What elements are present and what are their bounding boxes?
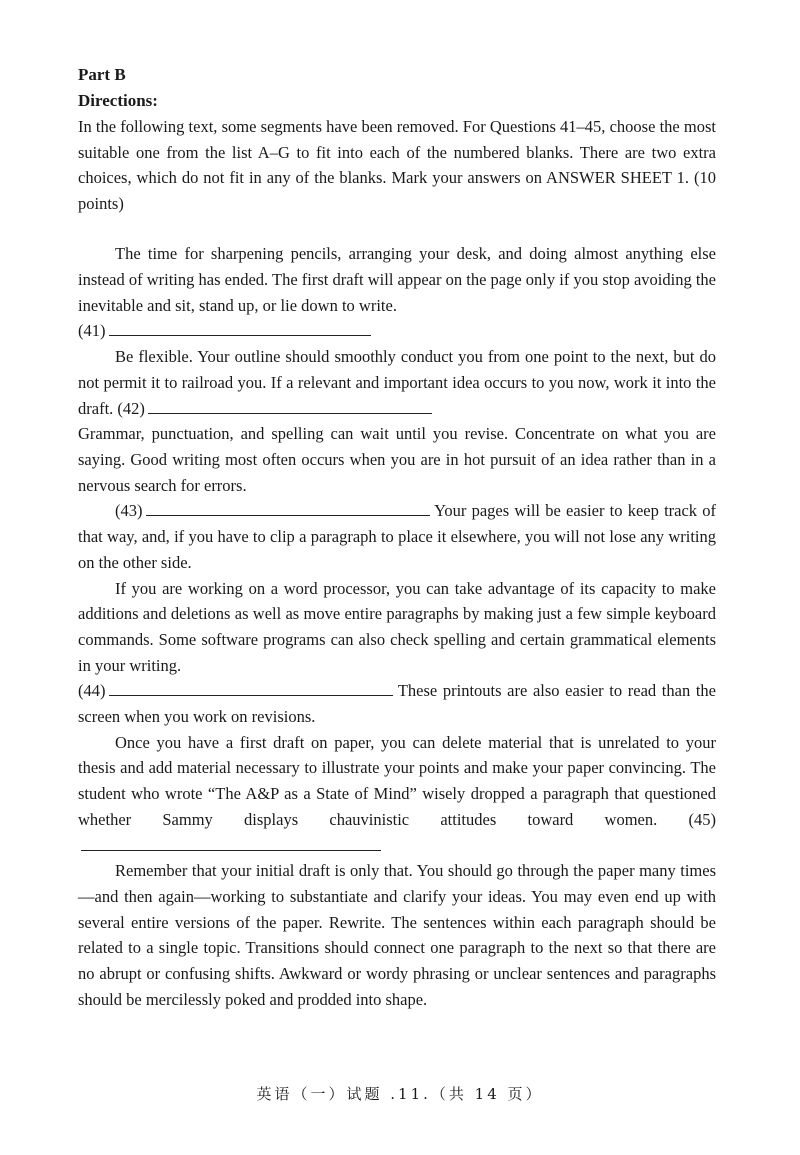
paragraph-2a-text: Be flexible. Your outline should smoothly conduct you from one point to the next, but do not permit it to railroad you. If a relevant and important idea occurs to you now, work it into the draft. [78,347,716,418]
question-41-number: (41) [78,321,106,341]
paragraph-2b-text: Grammar, punctuation, and spelling can wait until you revise. Concentrate on what you are saying. Good writing most often occurs when you are in hot pursuit of an idea rather than in a nervous search for errors. [78,424,716,495]
paragraph-5 [78,730,716,859]
paragraph-2b [78,421,716,498]
paragraph-3-text: Your pages will be easier to keep track of that way, and, if you have to clip a paragraph to place it elsewhere, you will not lose any writing on the other side. [78,501,717,572]
question-45-blank[interactable] [81,835,381,851]
paragraph-6 [78,858,716,1012]
question-44-number: (44) [78,681,106,701]
directions-text: In the following text, some segments have been removed. For Questions 41–45, choose the most suitable one from the list A–G to fit into each of the numbered blanks. There are two extra choices, which do not fit in any of the blanks. Mark your answers on ANSWER SHEET 1. (10 points) [78,117,716,213]
question-42-number: (42) [117,398,145,418]
question-44-blank[interactable] [109,680,393,696]
directions-title: Directions: [78,91,158,110]
paragraph-4a-text: If you are working on a word processor, you can take advantage of its capacity to make additions and deletions as well as move entire paragraphs by making just a few simple keyboard commands. Some software programs can also check spelling and certain grammatical elements in your writing. [78,578,716,675]
paragraph-1-text: The time for sharpening pencils, arranging your desk, and doing almost anything else instead of writing has ended. The first draft will appear on the page only if you stop avoiding the inevitable and sit, stand up, or lie down to write. [78,244,716,315]
paragraph-6-text: Remember that your initial draft is only that. You should go through the paper many times—and then again—working to substantiate and clarify your ideas. You may even end up with several entire versions of the paper. Rewrite. The sentences within each paragraph should be related to a single topic. Transitions should connect one paragraph to the next so that there are no abrupt or confusing shifts. Awkward or wordy phrasing or unclear sentences and paragraphs should be mercilessly poked and prodded into shape. [78,861,716,1009]
exam-page [78,62,716,1012]
paragraph-3 [78,498,716,575]
question-43-blank[interactable] [146,500,430,516]
question-41-blank[interactable] [109,320,371,336]
question-42-blank[interactable] [148,398,432,414]
paragraph-4b-text: These printouts are also easier to read than the screen when you work on revisions. [78,681,716,727]
reading-passage [78,241,716,1012]
question-45-number: (45) [688,809,717,829]
part-title: Part B [78,65,126,84]
question-43-number: (43) [115,501,143,521]
paragraph-4 [78,576,716,730]
paragraph-1 [78,241,716,344]
paragraph-2 [78,344,716,421]
page-footer: 英语（一）试题 .11.（共 14 页） [256,1085,544,1103]
paragraph-5-text: Once you have a first draft on paper, you can delete material that is unrelated to your thesis and add material necessary to illustrate your points and make your paper convincing. The student who wrote “The A&P as a State of Mind” wisely dropped a paragraph that questioned whether Sammy displays chauvinistic attitudes toward women. [78,732,716,829]
